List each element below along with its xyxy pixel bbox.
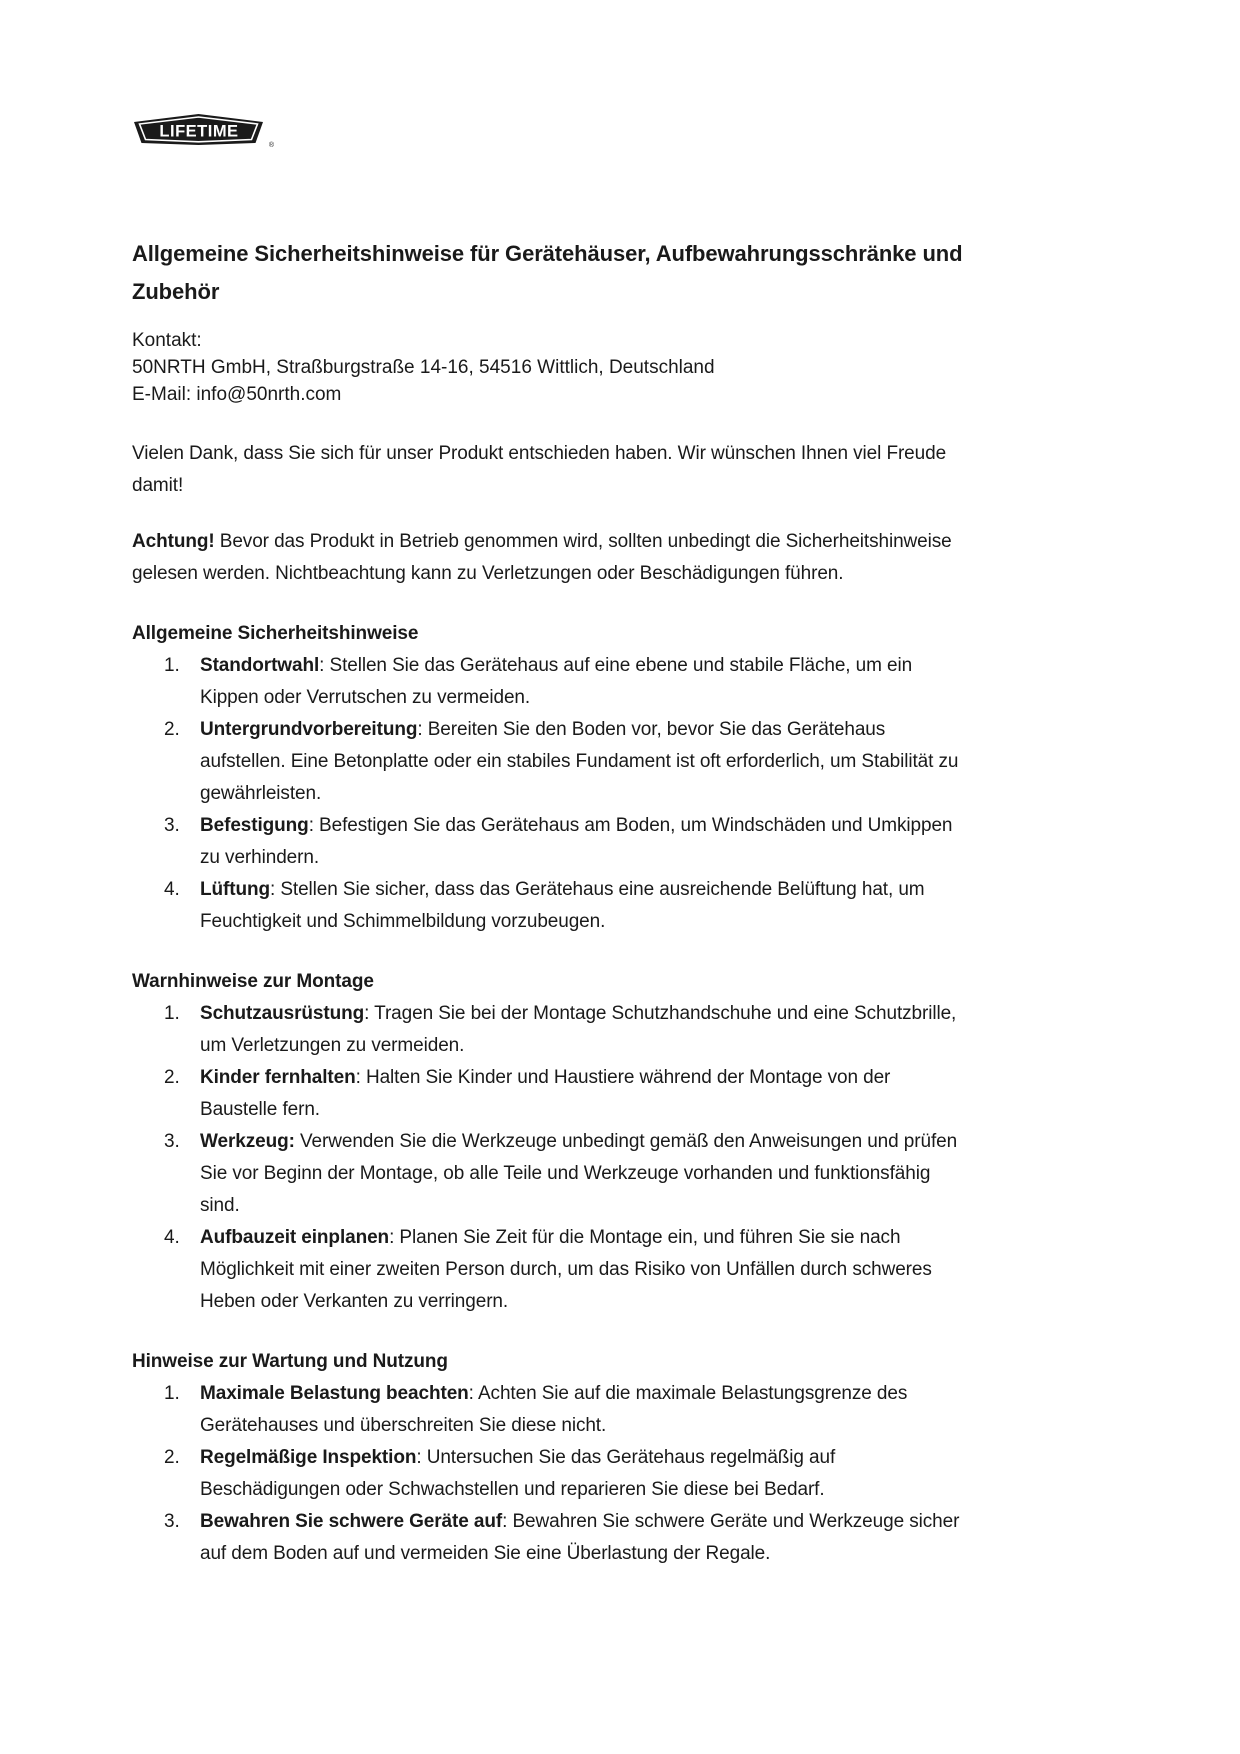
attention-label: Achtung! <box>132 531 215 552</box>
list-item-term: Aufbauzeit einplanen <box>200 1227 390 1248</box>
list-item <box>132 998 972 1062</box>
list-item-text: : Halten Sie Kinder und Haustiere während der Montage von der Baustelle fern. <box>200 1067 891 1120</box>
document-content <box>132 235 972 1570</box>
contact-address: 50NRTH GmbH, Straßburgstraße 14-16, 54516 Wittlich, Deutschland <box>132 357 715 378</box>
list-item-term: Bewahren Sie schwere Geräte auf <box>200 1511 503 1532</box>
list-item-term: Befestigung <box>200 815 309 836</box>
lifetime-logo <box>132 113 274 149</box>
page-title: Allgemeine Sicherheitshinweise für Gerätehäuser, Aufbewahrungsschränke und Zubehör <box>132 241 963 304</box>
list-item <box>132 1222 972 1318</box>
list-item <box>132 714 972 810</box>
list-item-term: Regelmäßige Inspektion <box>200 1447 417 1468</box>
list-item-text: : Achten Sie auf die maximale Belastungsgrenze des Gerätehauses und überschreiten Sie diese nicht. <box>200 1383 908 1436</box>
list-item-text: : Untersuchen Sie das Gerätehaus regelmäßig auf Beschädigungen oder Schwachstellen und reparieren Sie diese bei Bedarf. <box>200 1447 836 1500</box>
lifetime-badge-icon <box>132 113 266 145</box>
list-item-term: Untergrundvorbereitung <box>200 719 418 740</box>
list-item-text: : Befestigen Sie das Gerätehaus am Boden, um Windschäden und Umkippen zu verhindern. <box>200 815 953 868</box>
list-item-text: : Stellen Sie sicher, dass das Gerätehaus eine ausreichende Belüftung hat, um Feuchtigkeit und Schimmelbildung vorzubeugen. <box>200 879 925 932</box>
list-item <box>132 650 972 714</box>
list-item <box>132 1442 972 1506</box>
list-item-text: : Bereiten Sie den Boden vor, bevor Sie das Gerätehaus aufstellen. Eine Betonplatte oder ein stabiles Fundament ist oft erforderlich, um Stabilität zu gewährleisten. <box>200 719 959 804</box>
section-heading-assembly-warnings: Warnhinweise zur Montage <box>132 971 374 992</box>
list-item <box>132 1506 972 1570</box>
section-heading-general-safety: Allgemeine Sicherheitshinweise <box>132 623 419 644</box>
attention-paragraph <box>132 526 972 590</box>
contact-label: Kontakt: <box>132 330 202 351</box>
general-safety-list <box>132 650 972 938</box>
list-item-term: Lüftung <box>200 879 270 900</box>
maintenance-usage-list <box>132 1378 972 1570</box>
list-item-term: Werkzeug: <box>200 1131 295 1152</box>
list-item-term: Standortwahl <box>200 655 320 676</box>
contact-email: E-Mail: info@50nrth.com <box>132 384 342 405</box>
list-item <box>132 810 972 874</box>
list-item-text: : Stellen Sie das Gerätehaus auf eine ebene und stabile Fläche, um ein Kippen oder Verrutschen zu vermeiden. <box>200 655 913 708</box>
list-item <box>132 874 972 938</box>
thanks-paragraph: Vielen Dank, dass Sie sich für unser Produkt entschieden haben. Wir wünschen Ihnen viel Freude damit! <box>132 443 947 496</box>
list-item <box>132 1126 972 1222</box>
contact-block <box>132 327 972 408</box>
list-item <box>132 1378 972 1442</box>
list-item-text: Verwenden Sie die Werkzeuge unbedingt gemäß den Anweisungen und prüfen Sie vor Beginn der Montage, ob alle Teile und Werkzeuge vorhanden und funktionsfähig sind. <box>200 1131 958 1216</box>
list-item <box>132 1062 972 1126</box>
list-item-text: : Bewahren Sie schwere Geräte und Werkzeuge sicher auf dem Boden auf und vermeiden Sie eine Überlastung der Regale. <box>200 1511 960 1564</box>
list-item-text: : Tragen Sie bei der Montage Schutzhandschuhe und eine Schutzbrille, um Verletzungen zu vermeiden. <box>200 1003 957 1056</box>
registered-trademark-icon: ® <box>268 142 274 149</box>
list-item-term: Maximale Belastung beachten <box>200 1383 469 1404</box>
attention-text: Bevor das Produkt in Betrieb genommen wird, sollten unbedingt die Sicherheitshinweise gelesen werden. Nichtbeachtung kann zu Verletzungen oder Beschädigungen führen. <box>132 531 952 584</box>
list-item-term: Schutzausrüstung <box>200 1003 365 1024</box>
list-item-term: Kinder fernhalten <box>200 1067 356 1088</box>
assembly-warnings-list <box>132 998 972 1318</box>
section-heading-maintenance-usage: Hinweise zur Wartung und Nutzung <box>132 1351 448 1372</box>
list-item-text: : Planen Sie Zeit für die Montage ein, und führen Sie sie nach Möglichkeit mit einer zweiten Person durch, um das Risiko von Unfällen durch schweres Heben oder Verkanten zu verringern. <box>200 1227 932 1312</box>
lifetime-logo-text: LIFETIME <box>159 122 239 141</box>
